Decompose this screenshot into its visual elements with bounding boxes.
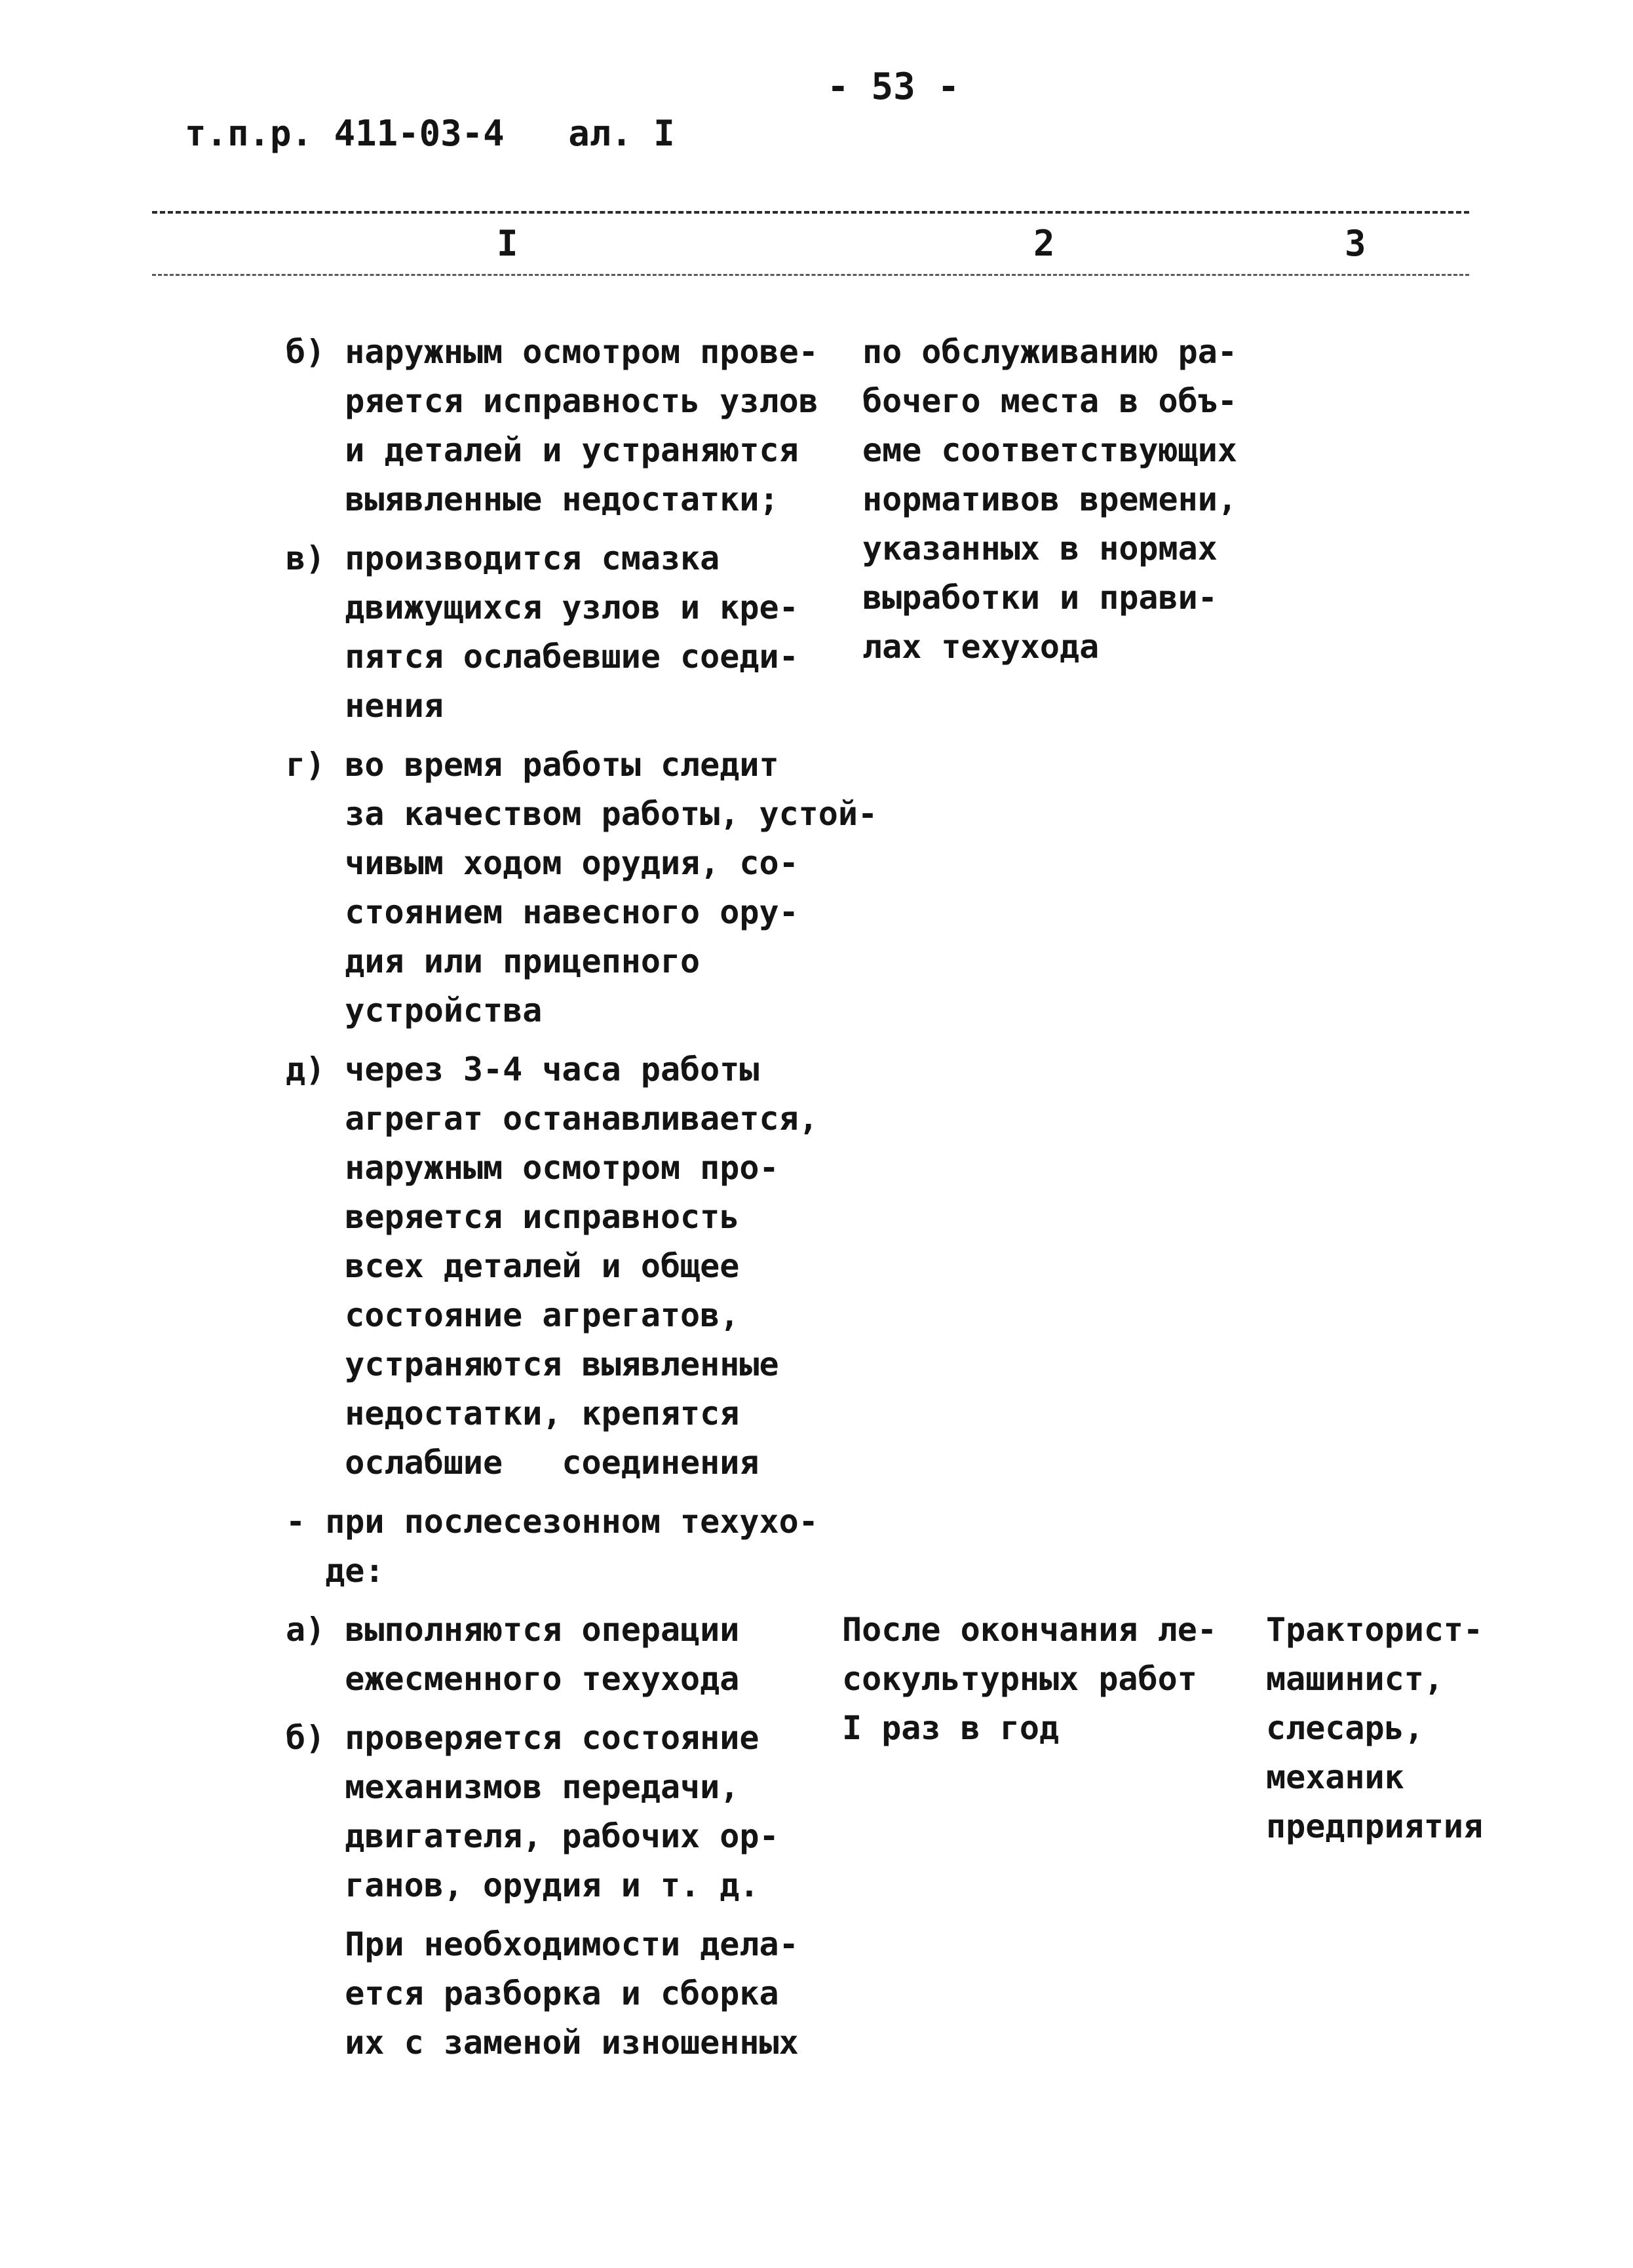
text-line: наружным осмотром про- [286,1149,779,1187]
text-line: недостатки, крепятся [286,1394,740,1432]
text-line: агрегат останавливается, [286,1100,818,1138]
text-line: устраняются выявленные [286,1345,779,1383]
text-line: выявленные недостатки; [286,480,779,518]
text-line: ется разборка и сборка [286,1974,779,2012]
text-line: бочего места в объ- [862,382,1237,420]
column-header-1: I [497,223,518,264]
text-line: двигателя, рабочих ор- [286,1817,779,1855]
text-line: чивым ходом орудия, со- [286,844,799,882]
text-line: веряется исправность [286,1198,740,1236]
text-line: де: [286,1552,385,1590]
text-line: д) через 3-4 часа работы [286,1050,759,1088]
text-line: нения [286,687,444,725]
text-line: предприятия [1266,1807,1484,1845]
text-line: После окончания ле- [842,1611,1217,1649]
page-number: - 53 - [827,66,960,108]
column-header-2: 2 [1033,223,1055,264]
text-line: ослабшие соединения [286,1444,759,1482]
text-line: и деталей и устраняются [286,431,799,469]
text-line: указанных в нормах [862,529,1218,567]
text-line: ряется исправность узлов [286,382,818,420]
text-line: за качеством работы, устой- [286,795,878,833]
text-line: движущихся узлов и кре- [286,588,799,626]
text-line: - при послесезонном техухо- [286,1503,818,1541]
text-line: еме соответствующих [862,431,1237,469]
text-line: Тракторист- [1266,1611,1484,1649]
text-line: устройства [286,991,543,1029]
table-header-rule [152,274,1469,276]
text-line: дия или прицепного [286,942,701,980]
document-reference: т.п.р. 411-03-4 ал. I [185,113,675,154]
text-line: состояние агрегатов, [286,1296,740,1334]
text-line: машинист, [1266,1660,1444,1698]
text-line: лах техухода [862,628,1100,666]
text-line: выработки и прави- [862,579,1218,617]
text-line: ганов, орудия и т. д. [286,1866,759,1904]
text-line: всех деталей и общее [286,1247,740,1285]
text-line: механик [1266,1758,1404,1796]
text-line: механизмов передачи, [286,1768,740,1806]
text-line: пятся ослабевшие соеди- [286,638,799,676]
table-top-rule [152,211,1469,214]
text-line: г) во время работы следит [286,746,779,784]
text-line: сокультурных работ [842,1660,1197,1698]
text-line: по обслуживанию ра- [862,333,1237,371]
text-line: стоянием навесного ору- [286,893,799,931]
text-line: б) наружным осмотром прове- [286,333,818,371]
text-line: I раз в год [842,1709,1060,1747]
column-header-3: 3 [1345,223,1366,264]
text-line: ежесменного техухода [286,1660,740,1698]
text-line: в) производится смазка [286,539,720,577]
text-line: слесарь, [1266,1709,1424,1747]
text-line: а) выполняются операции [286,1611,740,1649]
text-line: При необходимости дела- [286,1925,799,1963]
text-line: нормативов времени, [862,480,1237,518]
text-line: б) проверяется состояние [286,1719,759,1757]
text-line: их с заменой изношенных [286,2024,799,2062]
